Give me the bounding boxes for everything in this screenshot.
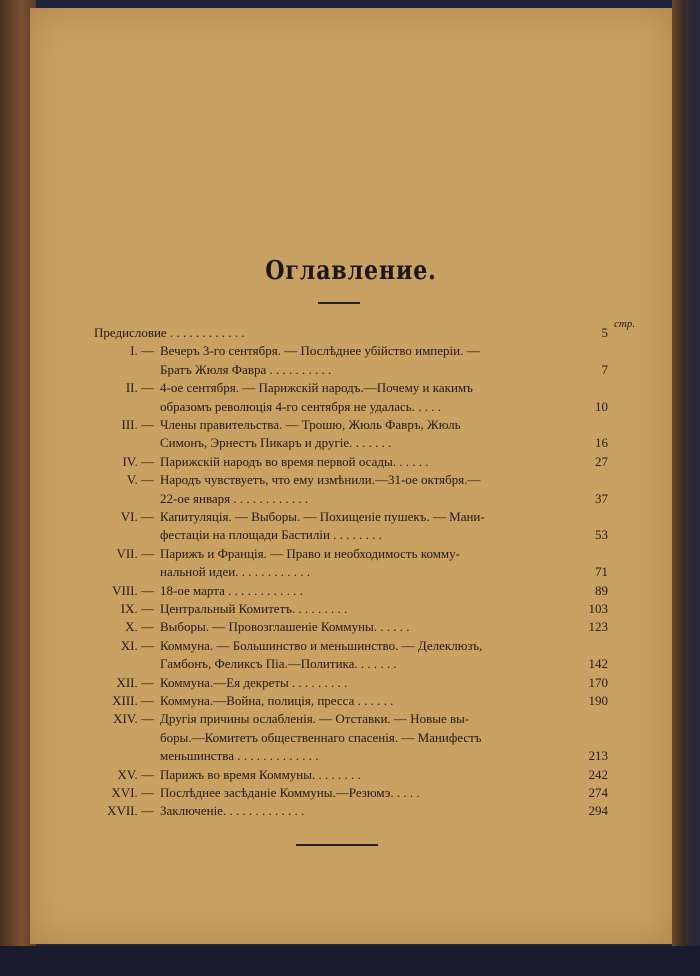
toc-entry-line [94, 490, 608, 508]
toc-entry-line [94, 361, 608, 379]
toc-entry-line [94, 471, 594, 489]
toc-entry-line [94, 508, 594, 526]
chapter-number: XVII. — [107, 803, 154, 819]
toc-entry-line [94, 342, 594, 360]
chapter-number: VIII. — [112, 582, 154, 598]
toc-entry-line [94, 526, 608, 544]
page-number: 103 [588, 601, 608, 616]
chapter-title: Коммуна. — Большинство и меньшинство. — Делеклюзъ, [160, 637, 483, 653]
toc-entry-line [94, 784, 608, 802]
chapter-number: I. — [130, 343, 154, 359]
chapter-number: XIV. — [113, 711, 154, 727]
chapter-title: Парижскій народъ во время первой осады. . . . . . [160, 453, 429, 469]
chapter-title: Парижъ во время Коммуны. . . . . . . . [160, 766, 361, 782]
chapter-title: Вечеръ 3-го сентября. — Послѣднее убійство имперіи. — [160, 343, 480, 359]
page-number: 5 [601, 325, 608, 340]
chapter-number: XVI. — [111, 785, 154, 800]
chapter-number: IV. — [122, 453, 154, 469]
chapter-number: XI. — [120, 637, 154, 653]
background-cloth [0, 946, 700, 976]
chapter-title: фестаціи на площади Бастиліи . . . . . . . . [160, 527, 382, 543]
toc-entry-line [94, 710, 594, 728]
chapter-number: XIII. — [112, 693, 154, 708]
chapter-title: Предисловие . . . . . . . . . . . . [94, 325, 245, 340]
page-number: 142 [588, 656, 608, 672]
page-number: 7 [601, 361, 608, 377]
toc-entry-line [94, 582, 608, 600]
chapter-title: Народъ чувствуетъ, что ему измѣнили.—31-ое октября.— [160, 472, 481, 488]
chapter-number: VI. — [120, 509, 154, 524]
toc-entry-line [94, 729, 594, 747]
page-number: 294 [588, 803, 608, 819]
toc-entry-line [94, 453, 608, 471]
book-edge [672, 0, 700, 976]
chapter-title: боры.—Комитетъ общественнаго спасенія. — Манифестъ [160, 729, 482, 745]
chapter-title: образомъ революція 4-го сентября не удалась. . . . . [160, 398, 441, 414]
toc-entry-line [94, 600, 608, 618]
page-number: 123 [588, 619, 608, 635]
page-number: 89 [595, 582, 608, 598]
chapter-number: VII. — [116, 545, 154, 561]
toc-entry-line [94, 618, 608, 636]
page-number: 190 [588, 693, 608, 708]
toc-entry-line [94, 434, 608, 452]
title-divider [318, 302, 360, 304]
chapter-title: Симонъ, Эрнестъ Пикаръ и другіе. . . . . . . [160, 435, 392, 451]
chapter-title: Послѣднее засѣданіе Коммуны.—Резюмэ. . . . . [160, 785, 420, 800]
chapter-number: III. — [121, 417, 154, 432]
page-column-label: стр. [614, 318, 636, 330]
chapter-number: IX. — [120, 601, 154, 616]
toc-entry-line [94, 563, 608, 581]
chapter-number: II. — [125, 380, 154, 396]
toc-entry-line [94, 416, 594, 434]
chapter-title: Центральный Комитетъ. . . . . . . . . [160, 601, 348, 616]
chapter-title: Члены правительства. — Трошю, Жюль Фавръ, Жюль [160, 417, 461, 432]
toc-entry-line [94, 655, 608, 673]
chapter-title: 18-ое марта . . . . . . . . . . . . [160, 582, 303, 598]
chapter-title: Братъ Жюля Фавра . . . . . . . . . . [160, 361, 332, 377]
toc-entry-line [94, 379, 594, 397]
toc-entry-line [94, 637, 594, 655]
chapter-title: Коммуна.—Война, полиція, пресса . . . . . . [160, 693, 394, 708]
toc-entry-line [94, 766, 608, 784]
book-page [30, 8, 672, 944]
toc-entry-line [94, 692, 608, 710]
page-number: 37 [595, 490, 608, 506]
chapter-title: Коммуна.—Ея декреты . . . . . . . . . [160, 674, 348, 690]
chapter-title: Гамбонъ, Феликсъ Піа.—Политика. . . . . . . [160, 656, 397, 672]
page-number: 242 [588, 766, 608, 782]
page-number: 213 [588, 748, 608, 764]
chapter-number: XV. — [117, 766, 154, 782]
bottom-divider [296, 844, 378, 846]
toc-entry-line [94, 545, 594, 563]
chapter-title: Выборы. — Провозглашеніе Коммуны. . . . . . [160, 619, 410, 635]
chapter-number: X. — [125, 619, 154, 635]
chapter-number: XII. — [116, 674, 154, 690]
page-number: 274 [588, 785, 608, 800]
page-title: Оглавление. [265, 256, 437, 286]
page-number: 16 [595, 435, 608, 451]
toc-entry-line [94, 674, 608, 692]
chapter-title: меньшинства . . . . . . . . . . . . . [160, 748, 319, 764]
page-number: 170 [588, 674, 608, 690]
chapter-title: Капитуляція. — Выборы. — Похищеніе пушекъ. — Мани- [160, 509, 485, 524]
chapter-title: Другія причины ослабленія. — Отставки. — Новые вы- [160, 711, 470, 727]
chapter-title: Парижъ и Франція. — Право и необходимость комму- [160, 545, 460, 561]
chapter-title: 22-ое января . . . . . . . . . . . . [160, 490, 309, 506]
toc-entry-line [94, 747, 608, 765]
chapter-title: Заключеніе. . . . . . . . . . . . . [160, 803, 305, 819]
page-number: 71 [595, 564, 608, 580]
page-number: 27 [595, 453, 608, 469]
page-number: 10 [595, 398, 608, 414]
toc-entry-line [94, 324, 608, 342]
toc-entry-line [94, 398, 608, 416]
toc-entry-line [94, 802, 608, 820]
page-number: 53 [595, 527, 608, 543]
chapter-title: нальной идеи. . . . . . . . . . . . [160, 564, 310, 580]
chapter-number: V. — [126, 472, 154, 488]
chapter-title: 4-ое сентября. — Парижскій народъ.—Почему и какимъ [160, 380, 473, 396]
